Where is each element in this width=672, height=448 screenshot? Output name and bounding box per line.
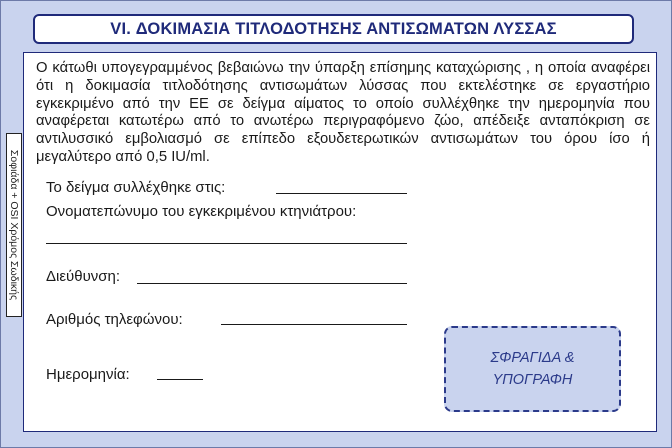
declaration-paragraph: Ο κάτωθι υπογεγραμμένος βεβαιώνω την ύπαρξη επίσημης καταχώρισης , η οποία αναφέρει ότι η δοκιμασία τιτλοδότησης αντισωμάτων λύσσας που εκτελέστηκε σε εργαστήριο εγκεκριμένο από την ΕΕ σε δείγμα αίματος το οποίο συλλέχθηκε την ημερομηνία που αναφέρεται κατωτέρω από το ανωτέρω περιγραφόμενο ζώο, απέδειξε ανταπόκριση σε αντιλυσσικό εμβολιασμό σε επίπεδο εξουδετερωτικών αντισωμάτων του όρου ίσο ή μεγαλύτερο από 0,5 IU/ml. bbox=[36, 60, 650, 165]
phone-label: Αριθμός τηλεφώνου: bbox=[46, 311, 183, 328]
date-label: Ημερομηνία: bbox=[46, 366, 130, 383]
vet-name-line[interactable] bbox=[46, 243, 407, 244]
sample-date-line[interactable] bbox=[276, 193, 407, 194]
side-label: Σοφιάδα + OSI Χρόμος Σωδικής bbox=[8, 149, 20, 301]
stamp-signature-box bbox=[444, 326, 621, 412]
date-line[interactable] bbox=[157, 379, 203, 380]
side-label-box bbox=[6, 133, 22, 317]
stamp-label: ΣΦΡΑΓΙΔΑ & bbox=[490, 350, 575, 366]
sample-date-label: Το δείγμα συλλέχθηκε στις: bbox=[46, 179, 226, 196]
address-label: Διεύθυνση: bbox=[46, 268, 121, 285]
phone-line[interactable] bbox=[221, 324, 407, 325]
vet-name-label: Ονοματεπώνυμο του εγκεκριμένου κτηνιάτρου: bbox=[46, 203, 357, 220]
address-line[interactable] bbox=[137, 283, 407, 284]
section-title: VI. ΔΟΚΙΜΑΣΙΑ ΤΙΤΛΟΔΟΤΗΣΗΣ ΑΝΤΙΣΩΜΑΤΩΝ ΛΥΣΣΑΣ bbox=[110, 19, 557, 38]
signature-label: ΥΠΟΓΡΑΦΗ bbox=[492, 372, 573, 388]
section-title-box bbox=[33, 14, 634, 44]
